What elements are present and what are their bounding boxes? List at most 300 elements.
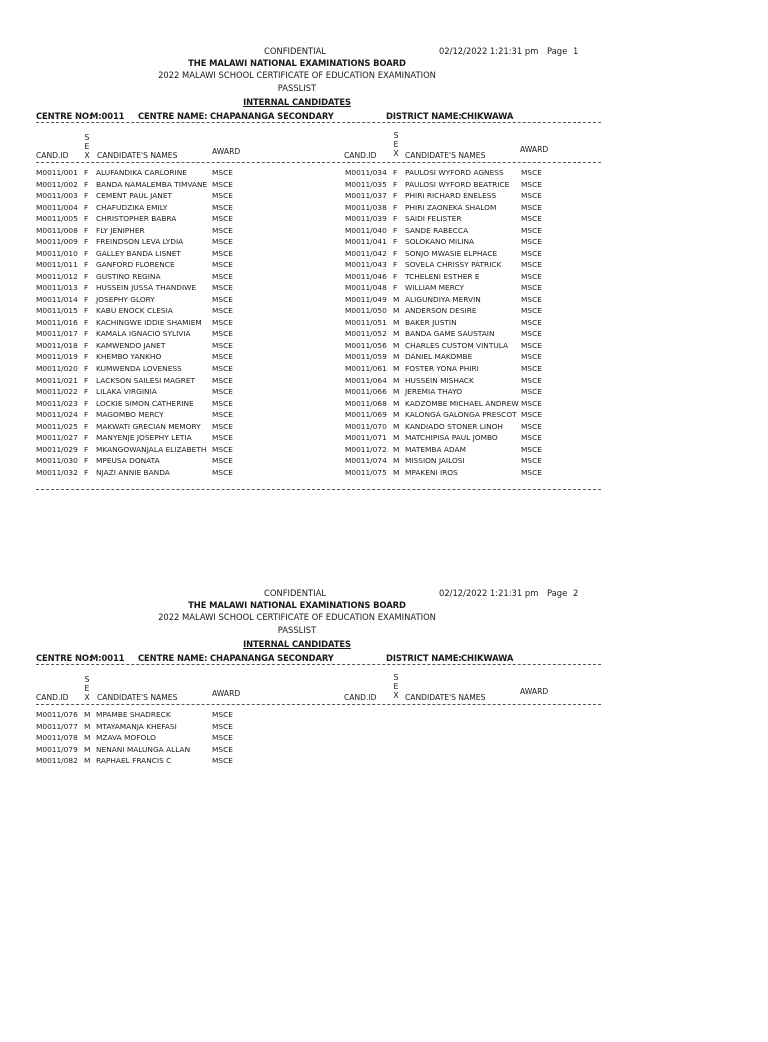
cell-cand: M0011/061 (345, 364, 387, 373)
cell-cand: M0011/071 (345, 433, 387, 443)
table-row (345, 237, 595, 249)
cell-award: MSCE (521, 237, 542, 247)
cell-name: SOVELA CHRISSY PATRICK (405, 260, 502, 270)
cell-award: MSCE (212, 444, 233, 454)
cell-name: ANDERSON DESIRE (405, 306, 477, 316)
cell-cand: M0011/046 (345, 271, 387, 281)
page-label: Page (547, 46, 568, 56)
cell-cand: M0011/002 (36, 179, 78, 189)
cell-sex: M (84, 721, 91, 731)
cell-award: MSCE (212, 421, 233, 431)
cell-cand: M0011/040 (345, 225, 387, 235)
cell-sex: F (84, 387, 89, 397)
col-cand-id-right: CAND.ID (344, 151, 377, 160)
cell-sex: F (84, 410, 89, 420)
table-row (36, 306, 286, 318)
table-row (345, 456, 595, 468)
print-datetime: 02/12/2022 1:21:31 pm (439, 588, 539, 598)
cell-name: PHIRI ZAONEKA SHALOM (405, 202, 497, 212)
cell-award: MSCE (212, 375, 233, 385)
col-award-right: AWARD (520, 145, 549, 154)
cell-name: BANDA NAMALEMBA TIMVANE (96, 179, 208, 189)
cell-name: GANFORD FLORENCE (96, 260, 175, 270)
col-cand-id: CAND.ID (36, 151, 69, 160)
cell-sex: F (84, 306, 89, 316)
table-row (36, 468, 286, 480)
table-row (345, 214, 595, 226)
table-row (345, 283, 595, 295)
cell-award: MSCE (521, 225, 542, 235)
cell-cand: M0011/009 (36, 237, 78, 247)
list-title: PASSLIST (277, 83, 317, 93)
cell-name: MTAYAMANJA KHEFASI (96, 721, 177, 731)
table-row (36, 237, 286, 249)
cell-award: MSCE (212, 260, 233, 270)
cell-cand: M0011/010 (36, 248, 78, 258)
cell-cand: M0011/017 (36, 329, 78, 339)
cell-sex: F (84, 214, 89, 224)
cell-name: DANIEL MAKOMBE (405, 352, 473, 362)
table-row (36, 329, 286, 341)
cell-sex: F (84, 433, 89, 443)
district-label: DISTRICT NAME: (386, 653, 462, 663)
cell-cand: M0011/013 (36, 283, 78, 293)
table-row (36, 249, 286, 261)
cell-sex: M (393, 433, 400, 443)
cell-name: SONJO MWASIE ELPHACE (405, 248, 498, 258)
table-row (345, 399, 595, 411)
cell-sex: F (84, 191, 89, 201)
cell-sex: M (393, 410, 400, 420)
table-row (36, 410, 286, 422)
cell-cand: M0011/014 (36, 294, 78, 304)
cell-sex: F (393, 225, 398, 235)
cell-cand: M0011/079 (36, 744, 78, 754)
table-row (345, 341, 595, 353)
cell-name: LACKSON SAILESI MAGRET (96, 375, 196, 385)
cell-award: MSCE (212, 721, 233, 731)
col-award: AWARD (212, 147, 241, 156)
cell-name: MISSION JAILOSI (405, 456, 465, 466)
cell-sex: M (393, 317, 400, 327)
cell-award: MSCE (212, 168, 233, 177)
cell-award: MSCE (212, 329, 233, 339)
cell-sex: F (393, 168, 398, 177)
cell-sex: M (84, 710, 91, 719)
centre-name: CHAPANANGA SECONDARY (210, 111, 334, 121)
footer-rule (36, 489, 601, 490)
cell-award: MSCE (521, 283, 542, 293)
cell-award: MSCE (521, 444, 542, 454)
cell-award: MSCE (212, 214, 233, 224)
report-page-2 (0, 542, 768, 1042)
cell-award: MSCE (212, 248, 233, 258)
cell-name: GUSTINO REGINA (96, 271, 161, 281)
table-row (36, 226, 286, 238)
table-row (36, 203, 286, 215)
cell-name: NJAZI ANNIE BANDA (96, 467, 170, 477)
cell-award: MSCE (521, 191, 542, 201)
col-award-right: AWARD (520, 687, 549, 696)
cell-sex: F (84, 248, 89, 258)
cell-cand: M0011/074 (345, 456, 387, 466)
cell-sex: M (393, 352, 400, 362)
cell-cand: M0011/032 (36, 467, 78, 477)
cell-sex: F (393, 191, 398, 201)
cell-name: CEMENT PAUL JANET (96, 191, 173, 201)
cell-cand: M0011/015 (36, 306, 78, 316)
cell-cand: M0011/003 (36, 191, 78, 201)
col-award: AWARD (212, 689, 241, 698)
table-row (36, 399, 286, 411)
confidential-label: CONFIDENTIAL (264, 588, 326, 598)
col-candidate-names-right: CANDIDATE'S NAMES (405, 151, 486, 160)
centre-name-label: CENTRE NAME: (138, 653, 208, 663)
table-row (345, 433, 595, 445)
cell-name: TCHELENI ESTHER E (405, 271, 480, 281)
cell-name: MZAVA MOFOLO (96, 733, 156, 743)
centre-no: M:0011 (90, 653, 125, 663)
cell-award: MSCE (521, 375, 542, 385)
cell-name: MAGOMBO MERCY (96, 410, 164, 420)
col-candidate-names-right: CANDIDATE'S NAMES (405, 693, 486, 702)
cell-name: LILAKA VIRGINIA (96, 387, 157, 397)
table-row (36, 387, 286, 399)
cell-award: MSCE (212, 271, 233, 281)
cell-cand: M0011/005 (36, 214, 78, 224)
exam-title: 2022 MALAWI SCHOOL CERTIFICATE OF EDUCATION EXAMINATION (158, 612, 436, 622)
cell-sex: M (393, 306, 400, 316)
cell-sex: M (393, 375, 400, 385)
cell-cand: M0011/012 (36, 271, 78, 281)
cell-name: JOSEPHY GLORY (96, 294, 155, 304)
cell-cand: M0011/019 (36, 352, 78, 362)
cell-name: HUSSEIN JUSSA THANDIWE (96, 283, 197, 293)
cell-name: KABU ENOCK CLESIA (96, 306, 173, 316)
cell-sex: F (84, 179, 89, 189)
district-name: CHIKWAWA (461, 111, 514, 121)
cell-name: PAULOSI WYFORD BEATRICE (405, 179, 510, 189)
report-page-1 (0, 0, 768, 500)
cell-sex: F (84, 317, 89, 327)
cell-name: FOSTER YONA PHIRI (405, 364, 479, 373)
cell-cand: M0011/068 (345, 398, 387, 408)
cell-award: MSCE (521, 329, 542, 339)
cell-award: MSCE (212, 456, 233, 466)
cell-award: MSCE (521, 248, 542, 258)
cell-cand: M0011/039 (345, 214, 387, 224)
page-label: Page (547, 588, 568, 598)
cell-sex: F (84, 283, 89, 293)
cell-cand: M0011/064 (345, 375, 387, 385)
cell-sex: M (84, 744, 91, 754)
cell-cand: M0011/001 (36, 168, 78, 177)
cell-award: MSCE (212, 202, 233, 212)
cell-name: SOLOKANO MILINA (405, 237, 475, 247)
centre-name: CHAPANANGA SECONDARY (210, 653, 334, 663)
cell-sex: F (393, 202, 398, 212)
col-sex: S E X (84, 133, 90, 160)
cell-name: CHRISTOPHER BABRA (96, 214, 177, 224)
cell-sex: M (393, 329, 400, 339)
table-row (36, 341, 286, 353)
table-row (36, 191, 286, 203)
table-row (345, 329, 595, 341)
col-cand-id: CAND.ID (36, 693, 69, 702)
cell-award: MSCE (521, 352, 542, 362)
table-row (36, 733, 286, 745)
cell-award: MSCE (521, 214, 542, 224)
cell-sex: F (393, 237, 398, 247)
cell-sex: F (84, 375, 89, 385)
cell-award: MSCE (521, 260, 542, 270)
cell-cand: M0011/004 (36, 202, 78, 212)
cell-sex: M (393, 364, 400, 373)
cell-award: MSCE (521, 168, 542, 177)
cell-cand: M0011/066 (345, 387, 387, 397)
board-title: THE MALAWI NATIONAL EXAMINATIONS BOARD (188, 600, 406, 610)
table-row (36, 745, 286, 757)
table-row (36, 180, 286, 192)
cell-name: ALIGUNDIYA MERVIN (405, 294, 481, 304)
table-row (345, 422, 595, 434)
centre-no: M:0011 (90, 111, 125, 121)
cell-name: KADZOMBE MICHAEL ANDREW (405, 398, 519, 408)
cell-sex: F (84, 271, 89, 281)
cell-sex: M (393, 444, 400, 454)
cell-cand: M0011/050 (345, 306, 387, 316)
cell-award: MSCE (521, 202, 542, 212)
cell-name: WILLIAM MERCY (405, 283, 465, 293)
page-number: 1 (573, 46, 579, 56)
table-row (36, 433, 286, 445)
cell-cand: M0011/020 (36, 364, 78, 373)
cell-name: KHEMBO YANKHO (96, 352, 162, 362)
cell-sex: F (393, 271, 398, 281)
cell-name: PAULOSI WYFORD AGNESS (405, 168, 504, 177)
list-title: PASSLIST (277, 625, 317, 635)
cell-sex: F (393, 260, 398, 270)
cell-name: RAPHAEL FRANCIS C (96, 756, 172, 766)
cell-award: MSCE (212, 744, 233, 754)
cell-name: KACHINGWE IDDIE SHAMIEM (96, 317, 202, 327)
cell-award: MSCE (212, 733, 233, 743)
cell-award: MSCE (212, 398, 233, 408)
cell-cand: M0011/016 (36, 317, 78, 327)
cell-sex: M (84, 733, 91, 743)
cell-sex: F (393, 248, 398, 258)
table-row (345, 306, 595, 318)
cell-award: MSCE (521, 294, 542, 304)
cell-sex: M (84, 756, 91, 766)
cell-cand: M0011/049 (345, 294, 387, 304)
cell-cand: M0011/070 (345, 421, 387, 431)
cell-sex: F (84, 237, 89, 247)
cell-sex: F (84, 340, 89, 350)
cell-name: MATCHIPISA PAUL JOMBO (405, 433, 498, 443)
cell-cand: M0011/030 (36, 456, 78, 466)
cell-name: CHAFUDZIKA EMILY (96, 202, 168, 212)
cell-sex: F (84, 352, 89, 362)
table-row (36, 272, 286, 284)
cell-sex: F (84, 398, 89, 408)
cell-award: MSCE (521, 317, 542, 327)
col-sex-right: S E X (393, 131, 399, 158)
district-name: CHIKWAWA (461, 653, 514, 663)
centre-name-label: CENTRE NAME: (138, 111, 208, 121)
section-title: INTERNAL CANDIDATES (243, 639, 351, 649)
cell-award: MSCE (521, 456, 542, 466)
header-rule (36, 664, 601, 665)
table-row (36, 295, 286, 307)
table-row (36, 445, 286, 457)
cell-name: BAKER JUSTIN (405, 317, 457, 327)
cell-name: KANDIADO STONER LINOH (405, 421, 503, 431)
table-row (36, 352, 286, 364)
cell-sex: M (393, 398, 400, 408)
cell-award: MSCE (212, 364, 233, 373)
table-row (345, 203, 595, 215)
cell-cand: M0011/025 (36, 421, 78, 431)
cell-sex: F (84, 467, 89, 477)
cell-award: MSCE (212, 340, 233, 350)
columns-rule (36, 162, 601, 163)
cell-award: MSCE (212, 467, 233, 477)
header-rule (36, 122, 601, 123)
table-row (345, 180, 595, 192)
col-sex-right: S E X (393, 673, 399, 700)
cell-name: MANYENJE JOSEPHY LETIA (96, 433, 192, 443)
cell-cand: M0011/056 (345, 340, 387, 350)
cell-name: KUMWENDA LOVENESS (96, 364, 182, 373)
cell-award: MSCE (212, 317, 233, 327)
exam-title: 2022 MALAWI SCHOOL CERTIFICATE OF EDUCATION EXAMINATION (158, 70, 436, 80)
print-datetime: 02/12/2022 1:21:31 pm (439, 46, 539, 56)
cell-cand: M0011/051 (345, 317, 387, 327)
col-candidate-names: CANDIDATE'S NAMES (97, 151, 178, 160)
cell-award: MSCE (212, 710, 233, 719)
table-row (345, 468, 595, 480)
table-row (36, 710, 286, 722)
cell-award: MSCE (521, 387, 542, 397)
table-row (36, 376, 286, 388)
cell-sex: M (393, 340, 400, 350)
cell-name: MKANGOWANJALA ELIZABETH (96, 444, 207, 454)
cell-award: MSCE (521, 306, 542, 316)
table-row (345, 191, 595, 203)
cell-name: FREINDSON LEVA LYDIA (96, 237, 184, 247)
table-row (36, 214, 286, 226)
cell-award: MSCE (212, 283, 233, 293)
cell-sex: F (84, 456, 89, 466)
col-candidate-names: CANDIDATE'S NAMES (97, 693, 178, 702)
table-row (36, 364, 286, 376)
cell-sex: F (393, 283, 398, 293)
table-row (345, 376, 595, 388)
table-row (345, 249, 595, 261)
cell-cand: M0011/075 (345, 467, 387, 477)
cell-cand: M0011/048 (345, 283, 387, 293)
cell-cand: M0011/043 (345, 260, 387, 270)
cell-name: LOCKIE SIMON CATHERINE (96, 398, 194, 408)
cell-award: MSCE (521, 340, 542, 350)
cell-name: SANDE RABECCA (405, 225, 469, 235)
table-row (36, 756, 286, 768)
cell-sex: F (84, 364, 89, 373)
cell-award: MSCE (521, 421, 542, 431)
cell-cand: M0011/008 (36, 225, 78, 235)
cell-award: MSCE (212, 179, 233, 189)
table-row (36, 260, 286, 272)
table-row (36, 422, 286, 434)
table-row (345, 260, 595, 272)
cell-name: KALONGA GALONGA PRESCOT (405, 410, 517, 420)
cell-name: HUSSEIN MISHACK (405, 375, 474, 385)
cell-name: FLY JENIPHER (96, 225, 145, 235)
board-title: THE MALAWI NATIONAL EXAMINATIONS BOARD (188, 58, 406, 68)
table-row (345, 410, 595, 422)
table-row (36, 318, 286, 330)
centre-no-label: CENTRE NO: (36, 653, 93, 663)
cell-award: MSCE (521, 271, 542, 281)
cell-award: MSCE (521, 179, 542, 189)
table-row (345, 295, 595, 307)
cell-cand: M0011/059 (345, 352, 387, 362)
columns-rule (36, 704, 601, 705)
cell-cand: M0011/069 (345, 410, 387, 420)
cell-name: JEREMIA THAYO (405, 387, 463, 397)
cell-award: MSCE (212, 225, 233, 235)
cell-cand: M0011/021 (36, 375, 78, 385)
cell-cand: M0011/037 (345, 191, 387, 201)
cell-name: CHARLES CUSTOM VINTULA (405, 340, 509, 350)
cell-award: MSCE (212, 294, 233, 304)
table-row (345, 272, 595, 284)
cell-sex: F (84, 329, 89, 339)
district-label: DISTRICT NAME: (386, 111, 462, 121)
cell-award: MSCE (521, 433, 542, 443)
cell-sex: M (393, 456, 400, 466)
cell-sex: F (393, 179, 398, 189)
cell-cand: M0011/052 (345, 329, 387, 339)
table-row (345, 387, 595, 399)
cell-cand: M0011/027 (36, 433, 78, 443)
table-row (345, 445, 595, 457)
cell-cand: M0011/042 (345, 248, 387, 258)
table-row (36, 168, 286, 180)
cell-name: KAMALA IGNACIO SYLIVIA (96, 329, 191, 339)
table-row (345, 226, 595, 238)
cell-cand: M0011/038 (345, 202, 387, 212)
cell-name: GALLEY BANDA LISNET (96, 248, 181, 258)
cell-name: MPEUSA DONATA (96, 456, 160, 466)
cell-award: MSCE (521, 467, 542, 477)
cell-sex: M (393, 421, 400, 431)
cell-award: MSCE (521, 410, 542, 420)
table-row (345, 352, 595, 364)
cell-award: MSCE (212, 387, 233, 397)
table-row (36, 722, 286, 734)
cell-sex: F (84, 294, 89, 304)
cell-cand: M0011/034 (345, 168, 387, 177)
cell-sex: M (393, 387, 400, 397)
cell-sex: F (84, 260, 89, 270)
cell-award: MSCE (212, 191, 233, 201)
cell-cand: M0011/078 (36, 733, 78, 743)
cell-cand: M0011/077 (36, 721, 78, 731)
cell-award: MSCE (212, 352, 233, 362)
cell-cand: M0011/024 (36, 410, 78, 420)
